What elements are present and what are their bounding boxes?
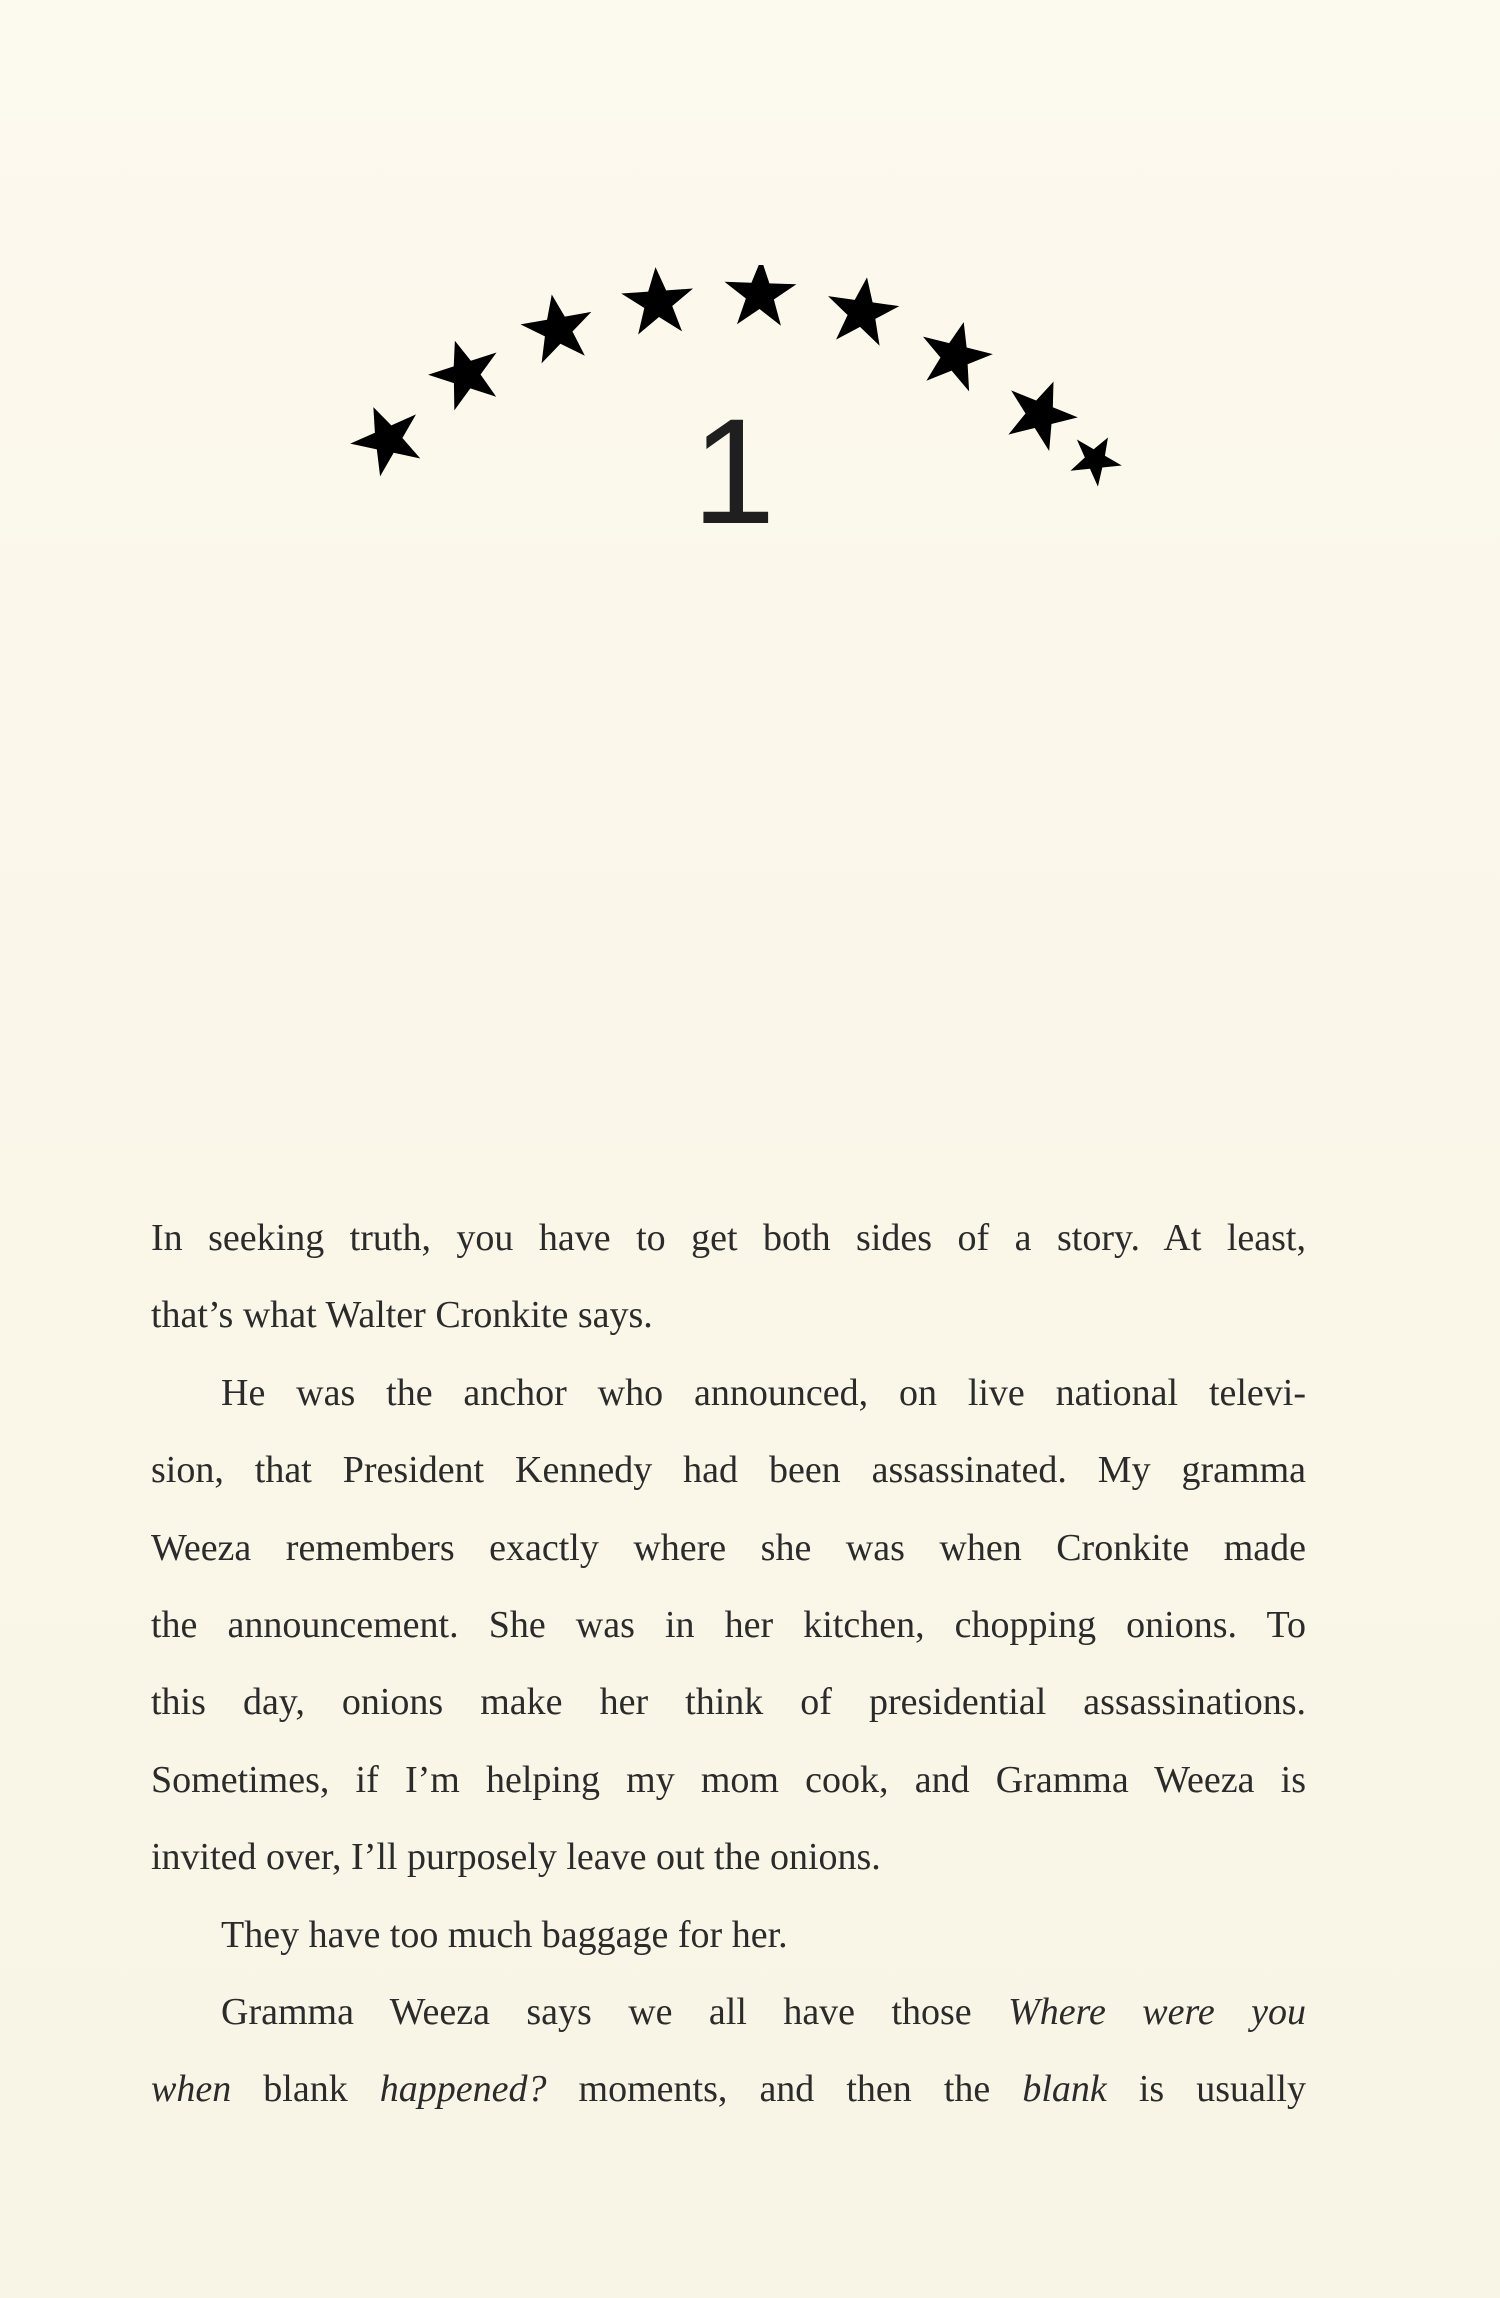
italic-span: Where were you [1008,1990,1306,2033]
text-line [151,2051,1306,2128]
star-icon [822,272,902,347]
star-icon [1062,425,1130,492]
star-icon [723,265,797,326]
chapter-text [151,1200,1306,2129]
text-line: He was the anchor who announced, on live national televi- [221,1371,1306,1414]
text-line: the announcement. She was in her kitchen, chopping onions. To [151,1603,1306,1646]
star-icon [516,288,598,365]
chapter-number: 1 [692,387,776,555]
text-line: invited over, I’ll purposely leave out the onions. [151,1836,881,1879]
star-icon [340,392,433,482]
star-icon [913,313,999,394]
text-span: is usually [1106,2068,1306,2111]
text-span: blank [231,2068,380,2111]
text-line: In seeking truth, you have to get both sides of a story. At least, [151,1217,1306,1259]
text-line: that’s what Walter Cronkite says. [151,1294,653,1337]
text-line: this day, onions make her think of presidential assassinations. [151,1681,1306,1724]
star-icon [421,330,510,415]
italic-span: happened? [379,2068,547,2111]
text-line [151,1974,1306,2051]
text-line: Weeza remembers exactly where she was when Cronkite made [151,1526,1306,1569]
text-line: sion, that President Kennedy had been assassinated. My gramma [151,1449,1306,1492]
text-span: Gramma Weeza says we all have those [221,1990,1009,2033]
italic-span: when [151,2068,232,2111]
italic-span: blank [1022,2068,1107,2111]
star-icon [620,265,696,335]
text-line: Sometimes, if I’m helping my mom cook, and Gramma Weeza is [151,1758,1306,1801]
text-line: They have too much baggage for her. [221,1913,788,1956]
star-icon [995,368,1086,456]
text-span: moments, and then the [546,2068,1023,2111]
